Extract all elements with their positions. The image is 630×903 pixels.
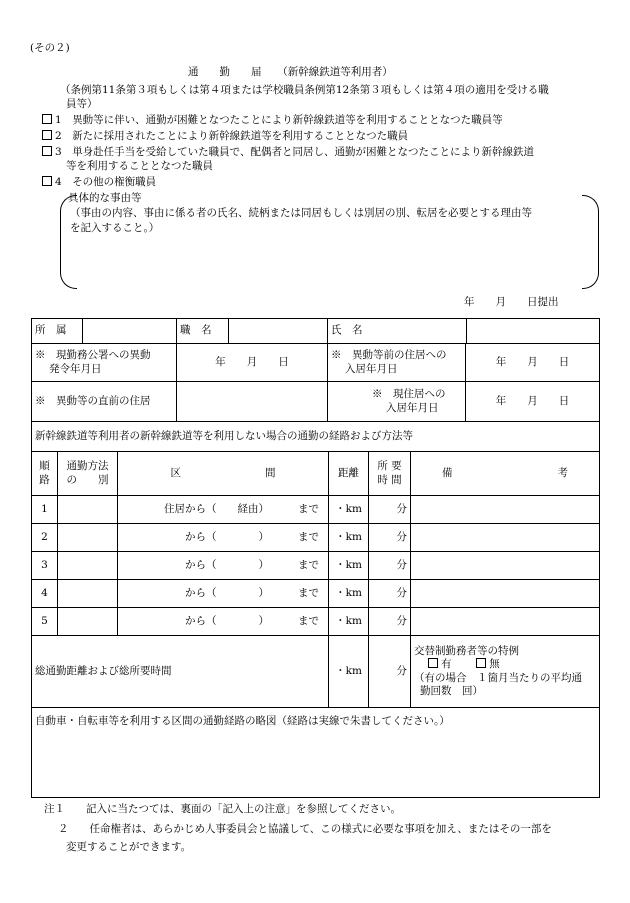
table-row: [32, 608, 600, 636]
option-1[interactable]: 1 異動等に伴い、通勤が困難となつたことにより新幹線鉄道等を利用することとなつた職員等: [42, 114, 503, 127]
name-field[interactable]: [467, 319, 600, 344]
col-section: 区 間: [118, 452, 329, 496]
row-number: 3: [32, 552, 58, 580]
previous-residence-date-field[interactable]: 年 月 日: [466, 344, 600, 382]
distance-field[interactable]: ・km: [329, 580, 369, 608]
note-1: 注１ 記入に当たつては、裏面の「記入上の注意」を参照してください。: [44, 803, 401, 815]
total-label: 総通勤距離および総所要時間: [32, 636, 329, 708]
page-title: 通 勤 届 （新幹線鉄道等利用者）: [188, 66, 393, 78]
option-3-continued: 等を利用することとなつた職員: [66, 160, 213, 172]
remarks-field[interactable]: [411, 496, 600, 524]
checkbox-icon[interactable]: [476, 658, 486, 668]
section-field[interactable]: 住居から（ 経由） まで: [118, 496, 329, 524]
position-label: 職 名: [177, 319, 229, 344]
note-2: ２ 任命権者は、あらかじめ人事委員会と協議して、この様式に必要な事項を加え、またはその一部を: [58, 823, 552, 835]
option-2[interactable]: 2 新たに採用されたことにより新幹線鉄道等を利用することとなつた職員: [42, 130, 408, 143]
checkbox-icon[interactable]: [42, 176, 52, 186]
distance-field[interactable]: ・km: [329, 608, 369, 636]
option-3[interactable]: 3 単身赴任手当を受給していた職員で、配偶者と同居し、通勤が困難となつたことにより新幹線鉄道: [42, 146, 534, 159]
time-field[interactable]: 分: [369, 524, 411, 552]
table-row: [32, 580, 600, 608]
info-table: [31, 318, 600, 344]
table-row: [32, 496, 600, 524]
method-field[interactable]: [58, 496, 118, 524]
note-2-continued: 変更することができます。: [66, 841, 192, 853]
checkbox-icon[interactable]: [42, 130, 52, 140]
time-field[interactable]: 分: [369, 580, 411, 608]
time-field[interactable]: 分: [369, 496, 411, 524]
affiliation-field[interactable]: [83, 319, 177, 344]
section-field[interactable]: から（ ） まで: [118, 608, 329, 636]
distance-field[interactable]: ・km: [329, 524, 369, 552]
position-field[interactable]: [229, 319, 328, 344]
row-number: 5: [32, 608, 58, 636]
method-field[interactable]: [58, 580, 118, 608]
specific-label: 具体的な事由等: [68, 192, 142, 204]
remarks-field[interactable]: [411, 524, 600, 552]
specific-note-2: を記入すること。）: [70, 222, 160, 234]
distance-field[interactable]: ・km: [329, 496, 369, 524]
specific-reason-field[interactable]: [80, 238, 580, 284]
option-4[interactable]: 4 その他の権衡職員: [42, 176, 156, 189]
col-time: 所 要 時 間: [369, 452, 411, 496]
method-field[interactable]: [58, 608, 118, 636]
last-residence-field[interactable]: [177, 382, 328, 422]
date-table: [31, 343, 600, 422]
transfer-order-date-label: ※ 現勤務公署への異動 発令年月日: [32, 344, 177, 382]
bracket-right: [582, 195, 599, 289]
checkbox-icon[interactable]: [42, 146, 52, 156]
checkbox-icon[interactable]: [42, 114, 52, 124]
method-field[interactable]: [58, 552, 118, 580]
transfer-order-date-field[interactable]: 年 月 日: [177, 344, 328, 382]
shift-worker-exception: 交替制勤務者等の特例 有 無 （有の場合 １箇月当たりの平均通 勤回数 回）: [411, 636, 600, 708]
route-table: [31, 421, 600, 798]
table-row: [32, 524, 600, 552]
current-residence-date-label: ※ 現住居への 入居年月日: [328, 382, 466, 422]
affiliation-label: 所 属: [32, 319, 83, 344]
col-remarks: 備 考: [411, 452, 600, 496]
last-residence-label: ※ 異動等の直前の住居: [32, 382, 177, 422]
name-label: 氏 名: [328, 319, 467, 344]
route-map-label: 自動車・自転車等を利用する区間の通勤経路の略図（経路は実線で朱書してください。）: [35, 715, 450, 727]
section-field[interactable]: から（ ） まで: [118, 552, 329, 580]
distance-field[interactable]: ・km: [329, 552, 369, 580]
special-yes-label: 有: [441, 658, 452, 671]
table-row: [32, 552, 600, 580]
time-field[interactable]: 分: [369, 608, 411, 636]
route-map-area[interactable]: [32, 708, 600, 798]
col-distance: 距離: [329, 452, 369, 496]
time-field[interactable]: 分: [369, 552, 411, 580]
method-field[interactable]: [58, 524, 118, 552]
specific-note-1: （事由の内容、事由に係る者の氏名、続柄または同居もしくは別居の別、転居を必要とする理由等: [70, 207, 532, 219]
special-no-label: 無: [489, 658, 500, 671]
submit-date[interactable]: 年 月 日提出: [464, 296, 559, 308]
section-field[interactable]: から（ ） まで: [118, 580, 329, 608]
previous-residence-date-label: ※ 異動等前の住居への 入居年月日: [328, 344, 466, 382]
total-time-field[interactable]: 分: [369, 636, 411, 708]
subtitle-line-2: 員等）: [66, 98, 98, 110]
col-order: 順 路: [32, 452, 58, 496]
row-number: 2: [32, 524, 58, 552]
remarks-field[interactable]: [411, 552, 600, 580]
form-number: (その２): [30, 42, 70, 54]
remarks-field[interactable]: [411, 580, 600, 608]
current-residence-date-field[interactable]: 年 月 日: [466, 382, 600, 422]
subtitle-line-1: （条例第11条第３項もしくは第４項または学校職員条例第12条第３項もしくは第４項の適用を受ける職: [60, 84, 549, 96]
col-method: 通勤方法 の 別: [58, 452, 118, 496]
checkbox-icon[interactable]: [428, 658, 438, 668]
section-field[interactable]: から（ ） まで: [118, 524, 329, 552]
route-heading: 新幹線鉄道等利用者の新幹線鉄道等を利用しない場合の通勤の経路および方法等: [32, 422, 600, 452]
row-number: 1: [32, 496, 58, 524]
row-number: 4: [32, 580, 58, 608]
total-distance-field[interactable]: ・km: [329, 636, 369, 708]
remarks-field[interactable]: [411, 608, 600, 636]
